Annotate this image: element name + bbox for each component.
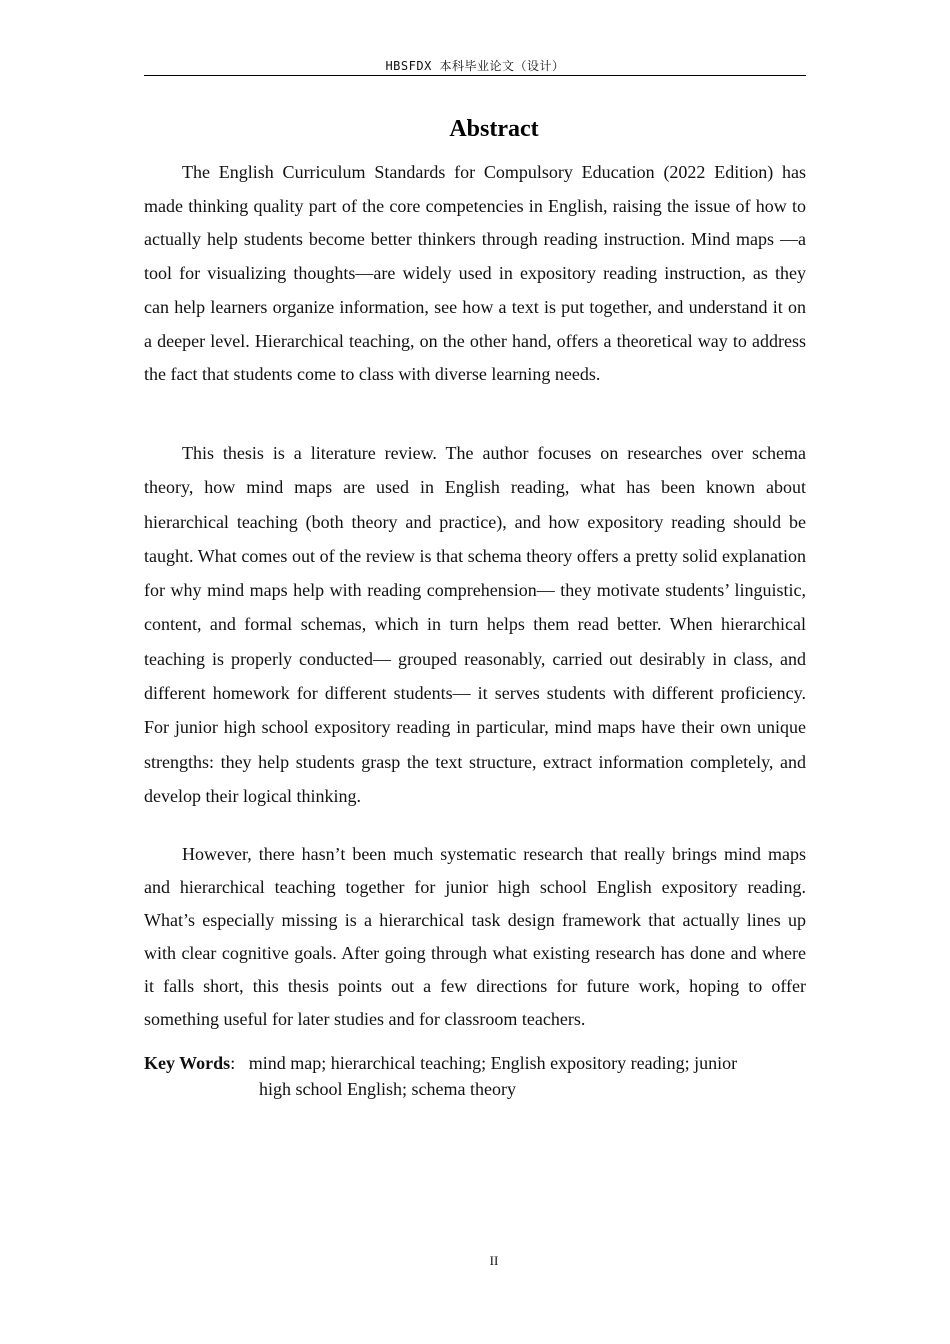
- running-header: HBSFDX 本科毕业论文（设计）: [385, 59, 565, 73]
- paragraph-text: However, there hasn’t been much systematic research that really brings mind maps and hierarchical teaching together for junior high school English expository reading. What’s especially missing is a hierarchical task design framework that actually lines up with clear cognitive goals. After going through what existing research has done and where it falls short, this thesis points out a few directions for future work, hoping to offer something useful for later studies and for classroom teachers.: [144, 844, 806, 1029]
- keywords-text-2: high school English; schema theory: [259, 1079, 516, 1099]
- abstract-title: Abstract: [449, 116, 539, 142]
- keywords-line-1: [144, 1050, 806, 1076]
- paragraph-text: This thesis is a literature review. The author focuses on researches over schema theory, how mind maps are used in English reading, what has been known about hierarchical teaching (both theory and practice), and how expository reading should be taught. What comes out of the review is that schema theory offers a pretty solid explanation for why mind maps help with reading comprehension— they motivate students’ linguistic, content, and formal schemas, which in turn helps them read better. When hierarchical teaching is properly conducted— grouped reasonably, carried out desirably in class, and different homework for different students— it serves students with different proficiency. For junior high school expository reading in particular, mind maps have their own unique strengths: they help students grasp the text structure, extract information completely, and develop their logical thinking.: [144, 443, 806, 806]
- keywords-label: Key Words: [144, 1053, 231, 1073]
- keywords-text-1: mind map; hierarchical teaching; English expository reading; junior: [248, 1053, 738, 1073]
- abstract-paragraph-1: [144, 156, 806, 392]
- abstract-paragraph-2: [144, 436, 806, 813]
- keywords-block: [144, 1050, 806, 1102]
- abstract-paragraph-3: [144, 838, 806, 1036]
- header-rule: [144, 75, 806, 76]
- paragraph-text: The English Curriculum Standards for Compulsory Education (2022 Edition) has made thinking quality part of the core competencies in English, raising the issue of how to actually help students become better thinkers through reading instruction. Mind maps —a tool for visualizing thoughts—are widely used in expository reading instruction, as they can help learners organize information, see how a text is put together, and understand it on a deeper level. Hierarchical teaching, on the other hand, offers a theoretical way to address the fact that students come to class with diverse learning needs.: [144, 162, 806, 385]
- keywords-separator: :: [230, 1053, 236, 1073]
- page-number: II: [489, 1253, 499, 1268]
